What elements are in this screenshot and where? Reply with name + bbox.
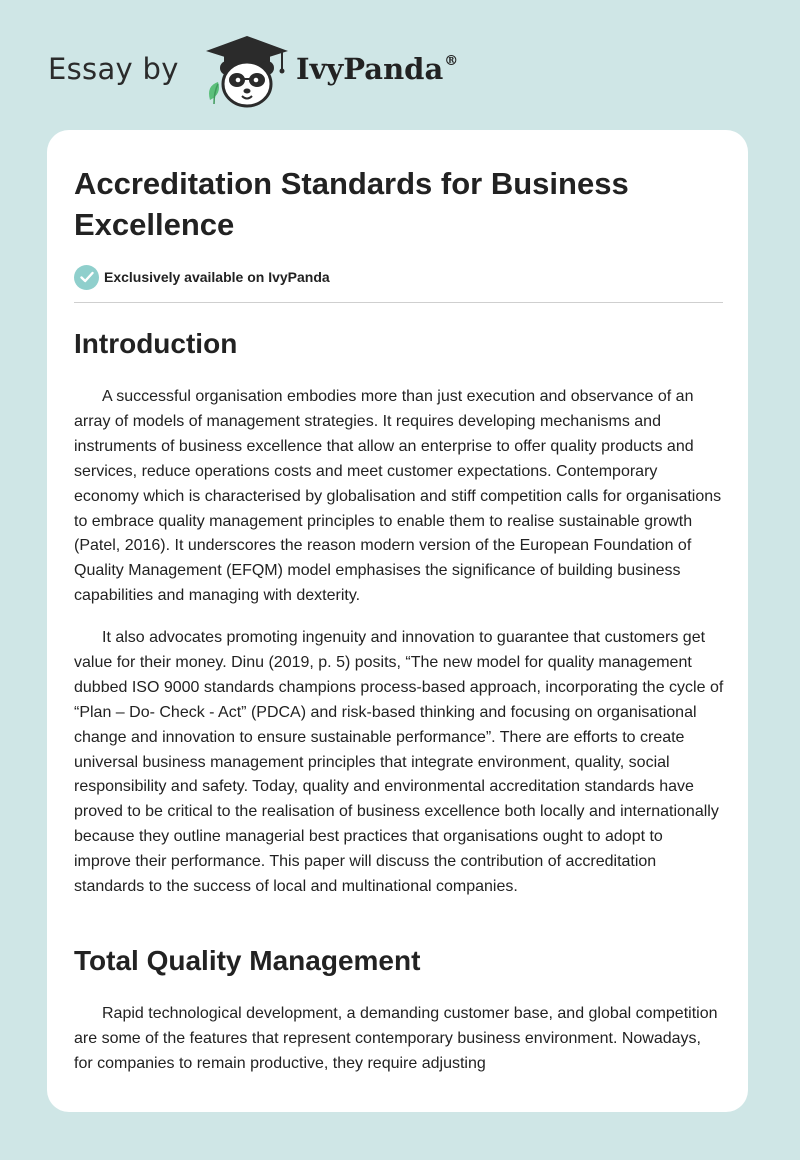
exclusive-badge: [74, 264, 330, 290]
site-header: [48, 30, 468, 110]
divider: [74, 302, 723, 303]
registered-mark: ®: [444, 53, 459, 69]
section-heading-total-quality-management: Total Quality Management: [74, 945, 421, 976]
paragraph: Rapid technological development, a demanding customer base, and global competition are some of the features that represent contemporary business environment. Nowadays, for companies to remain productive, they require adjusting: [74, 1005, 718, 1072]
article-title: Accreditation Standards for Business Excellence: [74, 166, 629, 242]
paragraph: It also advocates promoting ingenuity and innovation to guarantee that customers get value for their money. Dinu (2019, p. 5) posits, “The new model for quality management dubbed ISO 9000 standards champions process-based approach, incorporating the cycle of “Plan – Do- Check - Act” (PDCA) and risk-based thinking and focusing on organisational change and innovation to ensure sustainable performance”. There are efforts to create universal business management principles that integrate environment, quality, social responsibility and safety. Today, quality and environmental accreditation standards have proved to be critical to the realisation of business excellence both locally and internationally because they outline managerial best practices that organisations ought to adopt to improve their performance. This paper will discuss the contribution of accreditation standards to the success of local and multinational companies.: [74, 629, 724, 896]
brand-name[interactable]: IvyPanda®: [296, 52, 459, 86]
checkmark-icon: [74, 265, 99, 290]
panda-logo-icon[interactable]: [202, 34, 292, 110]
paragraph: A successful organisation embodies more than just execution and observance of an array of models of management strategies. It requires developing mechanisms and instruments of business excellence that allow an enterprise to offer quality products and services, reduce operations costs and meet customer expectations. Contemporary economy which is characterised by globalisation and stiff competition calls for organisations to embrace quality management principles to enable them to realise sustainable growth (Patel, 2016). It underscores the reason modern version of the European Foundation of Quality Management (EFQM) model emphasises the significance of building business capabilities and managing with dexterity.: [74, 388, 722, 605]
section-heading-introduction: Introduction: [74, 328, 238, 359]
badge-text: Exclusively available on IvyPanda: [104, 269, 330, 285]
article-card: [47, 130, 748, 1112]
essay-by-label: Essay by: [48, 52, 179, 86]
